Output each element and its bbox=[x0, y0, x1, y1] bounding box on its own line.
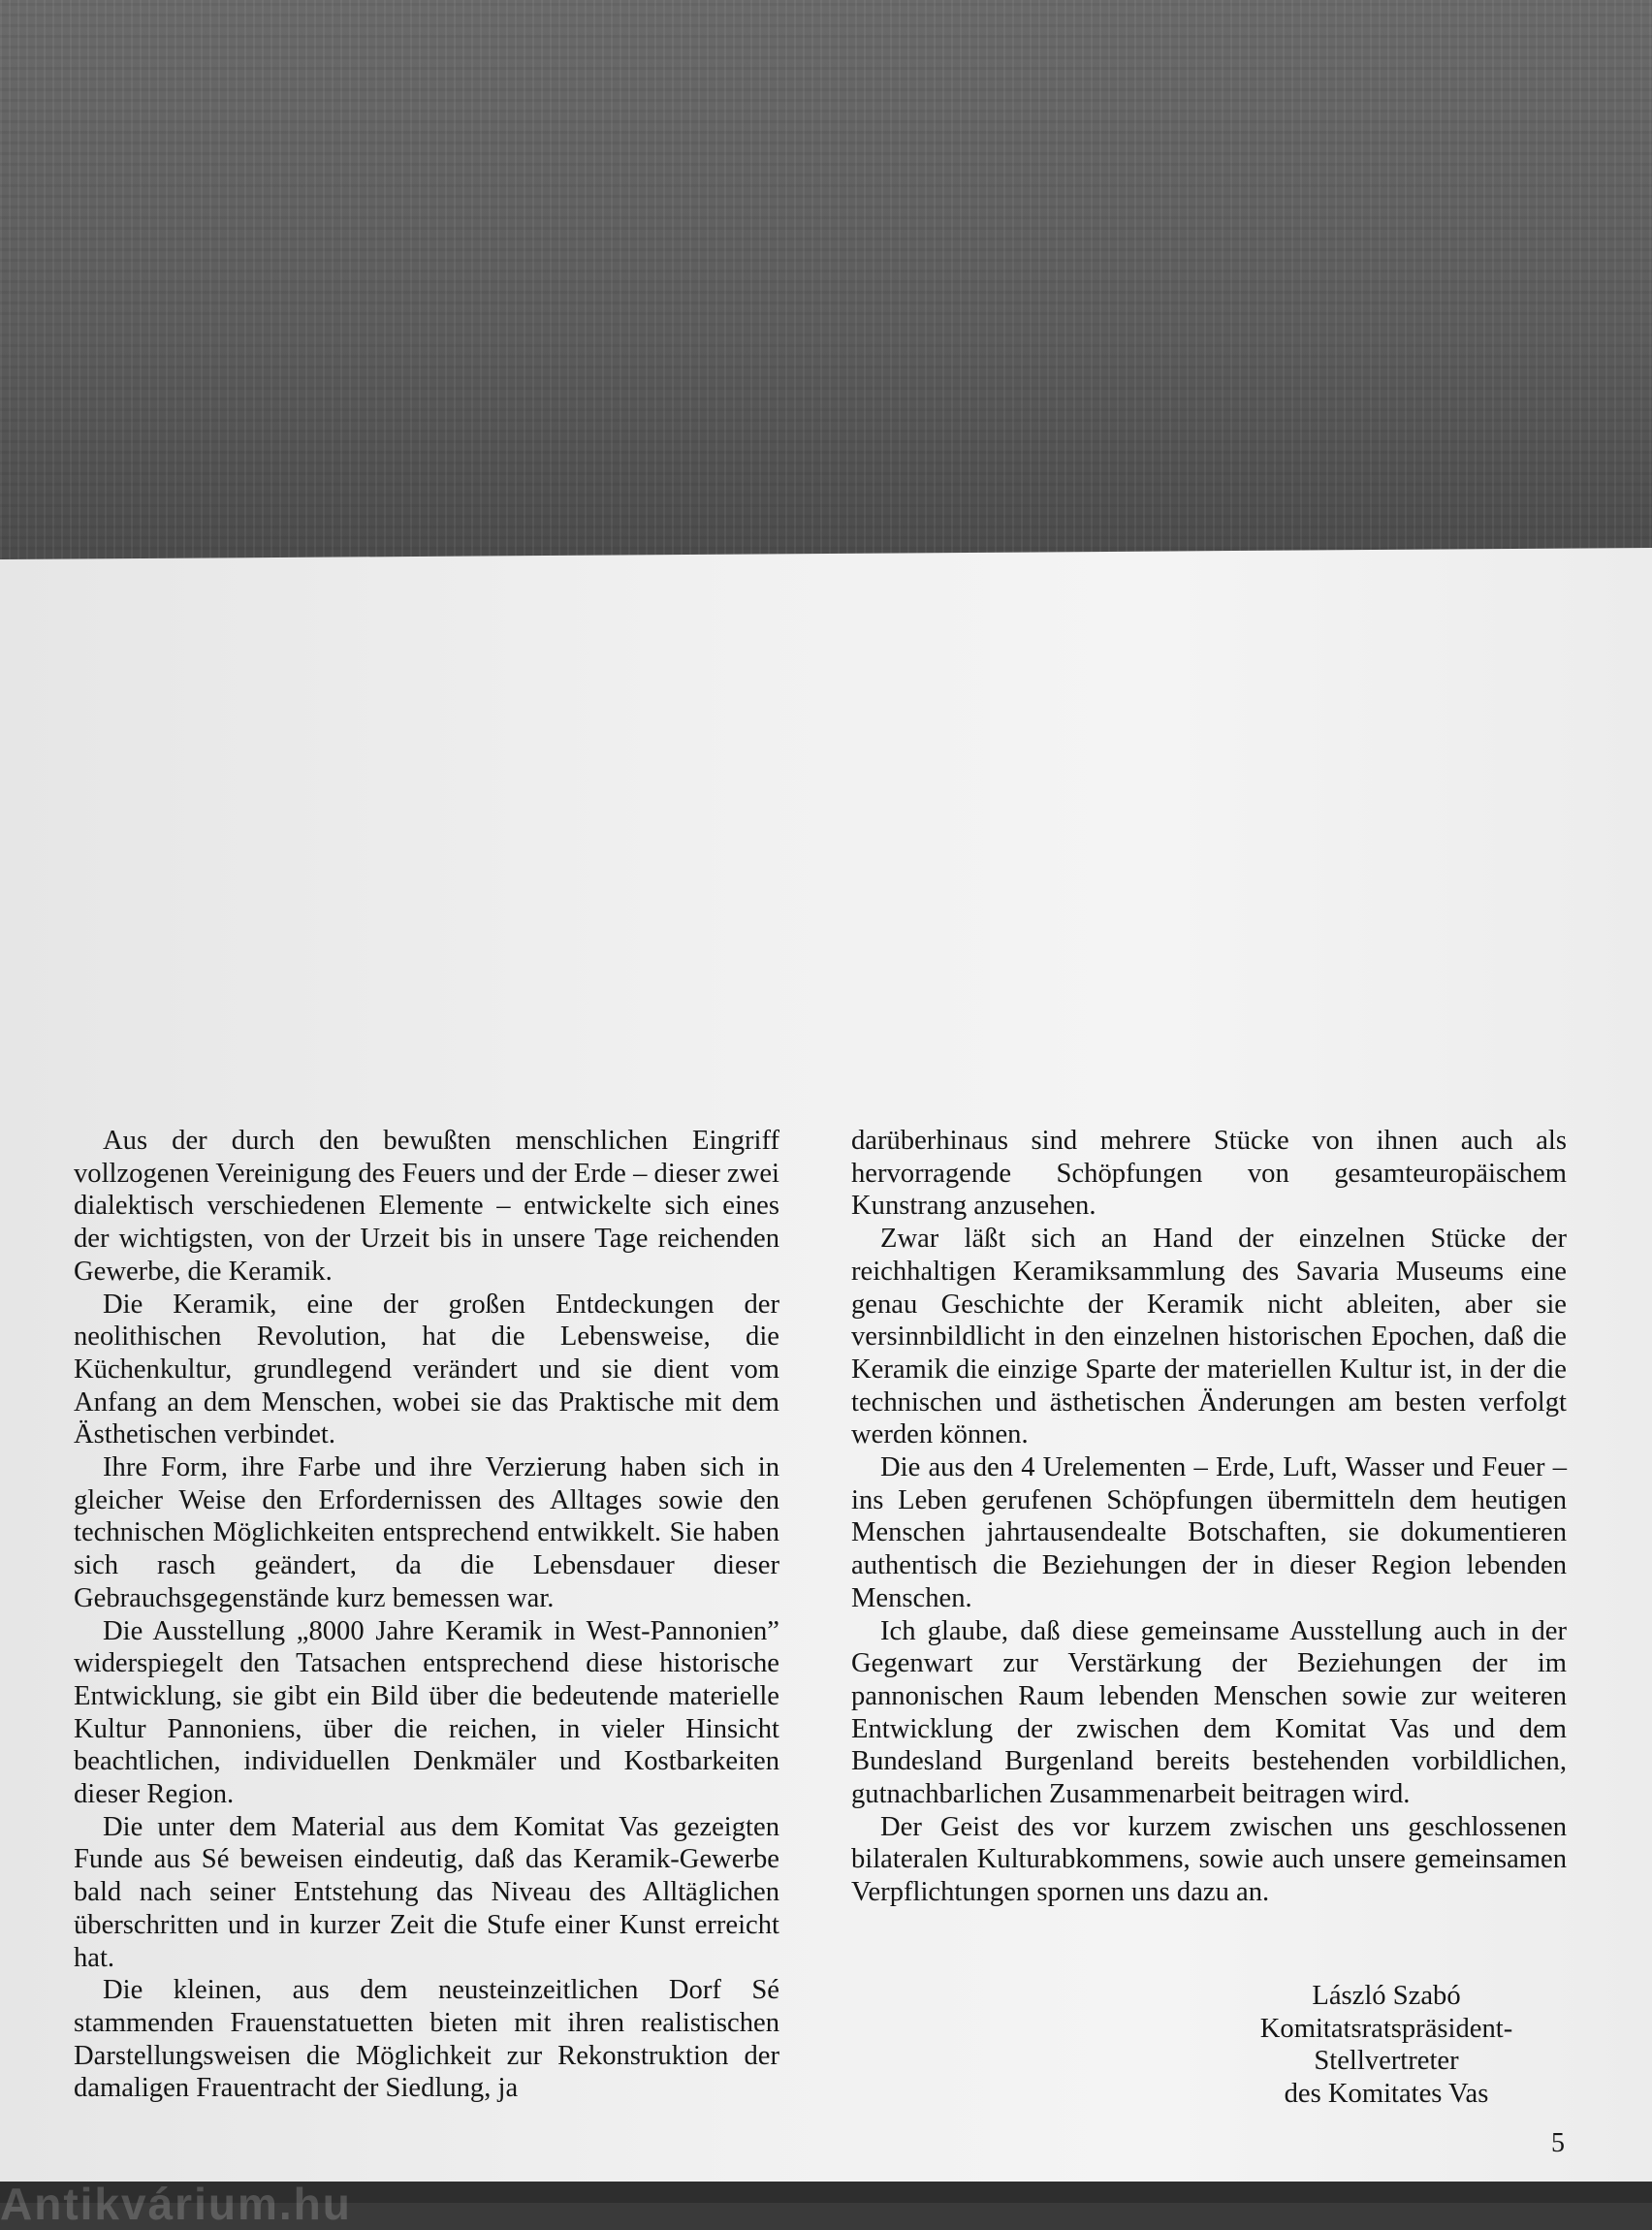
paragraph: Die kleinen, aus dem neusteinzeitlichen Dorf Sé stammenden Frauenstatuetten bieten mit ihren realistischen Darstellungsweisen die Möglichkeit zur Rekonstruktion der damaligen Frauentracht der Siedlung, ja bbox=[74, 1975, 779, 2104]
signature-block bbox=[1192, 1980, 1580, 2111]
signatory-title: Komitatsratspräsident- bbox=[1259, 2013, 1513, 2044]
signatory-name: László Szabó bbox=[1312, 1981, 1461, 2011]
paragraph: Die unter dem Material aus dem Komitat Vas gezeigten Funde aus Sé beweisen eindeutig, daß das Keramik-Gewerbe bald nach seiner Entstehung das Niveau des Alltäglichen überschritten und in kurzer Zeit die Stufe einer Kunst erreicht hat. bbox=[74, 1811, 779, 1973]
paragraph: Aus der durch den bewußten menschlichen Eingriff vollzogenen Vereinigung des Feuers und der Erde – dieser zwei dialektisch verschiedenen Elemente – entwickelte sich eines der wichtigsten, von der Urzeit bis in unsere Tage reichenden Gewerbe, die Keramik. bbox=[74, 1126, 779, 1287]
text-column-right bbox=[851, 1125, 1567, 1909]
watermark-text: Antikvárium.hu bbox=[0, 2179, 352, 2229]
paragraph-continuation: darüberhinaus sind mehrere Stücke von ihnen auch als hervorragende Schöpfungen von gesamteuropäischem Kunstrang anzusehen. bbox=[851, 1126, 1567, 1222]
paragraph: Zwar läßt sich an Hand der einzelnen Stücke der reichhaltigen Keramiksammlung des Savaria Museums eine genau Geschichte der Keramik nicht ableiten, aber sie versinnbildlicht in den einzelnen historischen Epochen, daß die Keramik die einzige Sparte der materiellen Kultur ist, in der die technischen und ästhetischen Änderungen am besten verfolgt werden können. bbox=[851, 1224, 1567, 1450]
signatory-title: des Komitates Vas bbox=[1284, 2079, 1489, 2110]
paragraph: Ihre Form, ihre Farbe und ihre Verzierung haben sich in gleicher Weise den Erfordernissen des Alltages sowie den technischen Möglichkeiten entsprechend entwikkelt. Sie haben sich rasch geändert, da die Lebensdauer dieser Gebrauchsgegenstände kurz bemessen war. bbox=[74, 1452, 779, 1613]
paragraph: Die Ausstellung „8000 Jahre Keramik in West-Pannonien” widerspiegelt den Tatsachen entsprechend diese historische Entwicklung, sie gibt ein Bild über die bedeutende materielle Kultur Pannoniens, über die reichen, in vieler Hinsicht beachtlichen, individuellen Denkmäler und Kostbarkeiten dieser Region. bbox=[74, 1615, 779, 1810]
page-number: 5 bbox=[1551, 2128, 1565, 2158]
paragraph: Ich glaube, daß diese gemeinsame Ausstellung auch in der Gegenwart zur Verstärkung der Beziehungen der im pannonischen Raum lebenden Menschen sowie zur weiteren Entwicklung der zwischen dem Komitat Vas und dem Bundesland Burgenland bereits bestehenden vorbildlichen, gutnachbarlichen Zusammenarbeit beitragen wird. bbox=[851, 1615, 1567, 1810]
text-column-left bbox=[74, 1125, 779, 2105]
signatory-title: Stellvertreter bbox=[1314, 2046, 1459, 2077]
paragraph: Die aus den 4 Urelementen – Erde, Luft, Wasser und Feuer – ins Leben gerufenen Schöpfungen übermitteln dem heutigen Menschen jahrtausendealte Botschaften, sie dokumentieren authentisch die Beziehungen der in dieser Region lebenden Menschen. bbox=[851, 1452, 1567, 1613]
paragraph: Die Keramik, eine der großen Entdeckungen der neolithischen Revolution, hat die Lebensweise, die Küchenkultur, grundlegend verändert und sie dient vom Anfang an dem Menschen, wobei sie das Praktische mit dem Ästhetischen verbindet. bbox=[74, 1289, 779, 1450]
paragraph: Der Geist des vor kurzem zwischen uns geschlossenen bilateralen Kulturabkommens, sowie auch unsere gemeinsamen Verpflichtungen spornen uns dazu an. bbox=[851, 1811, 1567, 1908]
background-surface bbox=[0, 0, 1652, 582]
